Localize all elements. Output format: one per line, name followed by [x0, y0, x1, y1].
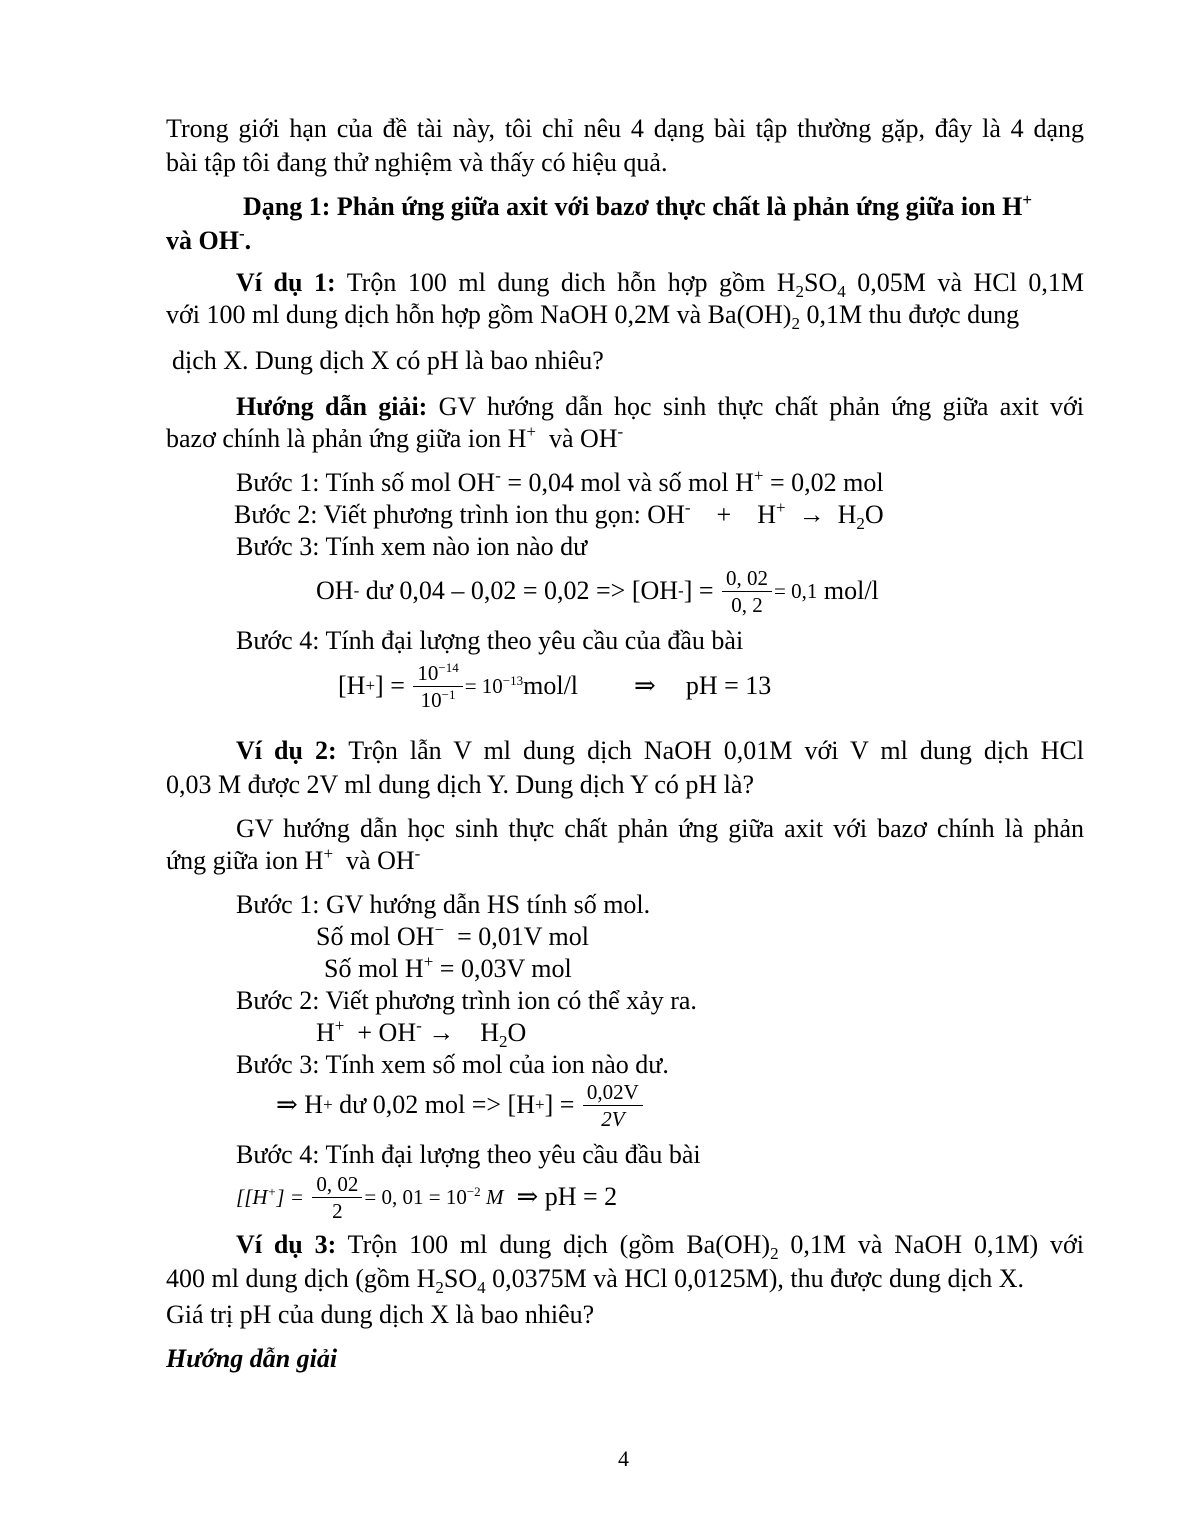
solution-1-step-3: Bước 3: Tính xem nào ion nào dư — [236, 532, 588, 561]
solution-1-line-1: Hướng dẫn giải: GV hướng dẫn học sinh thực chất phản ứng giữa axit với — [236, 392, 1084, 421]
solution-2-mol-h: Số mol H+ = 0,03V mol — [324, 952, 572, 983]
example-3-line-3: Giá trị pH của dung dịch X là bao nhiêu? — [166, 1300, 595, 1329]
solution-1-step-1: Bước 1: Tính số mol OH- = 0,04 mol và số mol H+ = 0,02 mol — [236, 466, 884, 497]
solution-1-calc-ph: [H + ] = $\frac{10^{-14}}{10^{-1}}$ = $10^{-13}$ mol/l ⇒ pH = 13 — [338, 659, 772, 712]
example-1-line-1: Ví dụ 1: Trộn 100 ml dung dich hỗn hợp gồm $H_2SO_4$ 0,05M và HCl 0,1M — [236, 268, 1084, 301]
solution-1-step-4: Bước 4: Tính đại lượng theo yêu cầu của đầu bài — [236, 626, 744, 655]
fraction-h-v: $\frac{0,02V}{2V}$ — [583, 1080, 643, 1131]
example-2-line-1: Ví dụ 2: Trộn lẫn V ml dung dịch NaOH 0,01M với V ml dung dịch HCl — [236, 736, 1085, 765]
example-3-line-2: 400 ml dung dịch (gồm $H_2SO_4$ 0,0375M và HCl 0,0125M), thu được dung dịch X. — [166, 1264, 1025, 1297]
page-number: 4 — [618, 1446, 629, 1471]
solution-2-line-2: ứng giữa ion H+ và OH- — [166, 844, 421, 875]
fraction-oh: $\frac{0, 02}{0, 2}$ — [722, 566, 772, 617]
solution-2-step-2: Bước 2: Viết phương trình ion có thể xảy ra. — [236, 986, 697, 1015]
example-3-line-1: Ví dụ 3: Trộn 100 ml dung dịch (gồm $Ba(OH)_2$ 0,1M và NaOH 0,1M) với — [236, 1230, 1085, 1263]
section-heading: Dạng 1: Phản ứng giữa axit với bazơ thực chất là phản ứng giữa ion H+ — [243, 190, 1032, 221]
solution-1-step-2: Bước 2: Viết phương trình ion thu gọn: OH- + $H^+ \to H_2O$ — [234, 498, 884, 533]
solution-2-step-1: Bước 1: GV hướng dẫn HS tính số mol. — [236, 890, 651, 919]
intro-line-1: Trong giới hạn của đề tài này, tôi chỉ nêu 4 dạng bài tập thường gặp, đây là 4 dạng — [166, 114, 1084, 143]
solution-2-mol-oh: Số mol OH− = 0,01V mol — [316, 920, 589, 951]
example-2-line-2: 0,03 M được 2V ml dung dịch Y. Dung dịch Y có pH là? — [166, 770, 754, 799]
solution-3-heading: Hướng dẫn giải — [166, 1344, 338, 1373]
fraction-h-final: $\frac{0, 02}{2}$ — [312, 1172, 362, 1223]
solution-1-line-2: bazơ chính là phản ứng giữa ion H+ và OH- — [166, 422, 624, 453]
solution-1-calc-oh: OH - dư 0,04 – 0,02 = 0,02 => [OH - ] = $\frac{0, 02}{0, 2}$ = 0,1 mol/l — [316, 565, 879, 617]
solution-2-calc-ph: [[H+] = $\frac{0, 02}{2}$ = 0, $01 = 10^{-2}$ M ⇒ pH = 2 — [236, 1171, 618, 1223]
solution-2-step-4: Bước 4: Tính đại lượng theo yêu cầu đầu bài — [236, 1140, 701, 1169]
section-heading-cont: và OH-. — [166, 224, 252, 255]
example-1-line-2: với 100 ml dung dịch hỗn hợp gồm NaOH 0,2M và $Ba(OH)_2$ 0,1M thu được dung — [166, 300, 1020, 333]
intro-line-2: bài tập tôi đang thử nghiệm và thấy có hiệu quả. — [166, 148, 668, 177]
solution-2-line-1: GV hướng dẫn học sinh thực chất phản ứng giữa axit với bazơ chính là phản — [236, 814, 1084, 843]
fraction-h: $\frac{10^{-14}}{10^{-1}}$ — [413, 661, 462, 712]
solution-2-step-3: Bước 3: Tính xem số mol của ion nào dư. — [236, 1050, 669, 1079]
solution-2-equation: H+ + OH- → $H_2O$ — [316, 1016, 527, 1051]
example-1-line-3: dịch X. Dung dịch X có pH là bao nhiêu? — [172, 346, 604, 375]
solution-2-calc-h: ⇒ H + dư 0,02 mol => [H + ] = $\frac{0,02V}{2V}$ — [276, 1074, 645, 1136]
